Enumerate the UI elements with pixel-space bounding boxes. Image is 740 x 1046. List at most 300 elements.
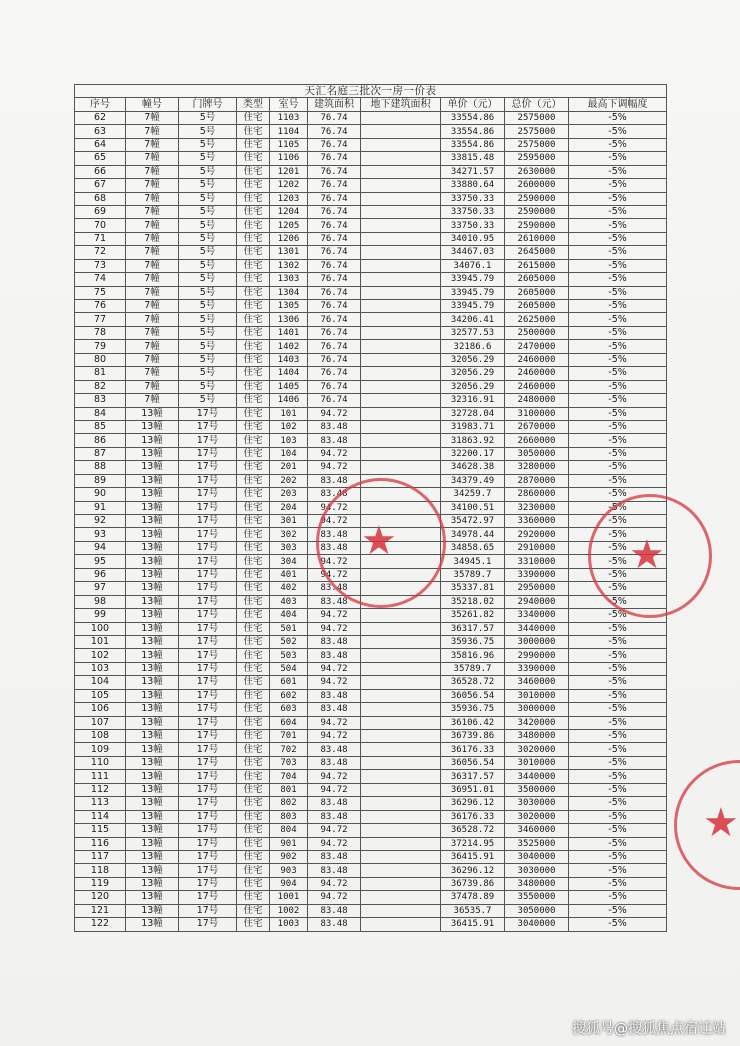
table-cell: 102 (270, 420, 308, 433)
table-cell: 76.74 (308, 394, 361, 407)
table-row (75, 622, 667, 635)
table-cell: 住宅 (237, 205, 270, 218)
table-cell: 36056.54 (441, 756, 505, 769)
table-cell: 32728.04 (441, 407, 505, 420)
table-cell: 701 (270, 730, 308, 743)
table-cell: 1301 (270, 246, 308, 259)
table-cell: 13幢 (126, 622, 179, 635)
table-cell (361, 420, 441, 433)
table-cell: 住宅 (237, 501, 270, 514)
table-cell: 17号 (179, 810, 237, 823)
table-cell: 76.74 (308, 179, 361, 192)
table-cell: 32186.6 (441, 340, 505, 353)
table-cell: 住宅 (237, 286, 270, 299)
table-cell: 住宅 (237, 770, 270, 783)
table-cell: 5号 (179, 152, 237, 165)
table-cell: 住宅 (237, 635, 270, 648)
table-cell: -5% (569, 824, 667, 837)
table-row (75, 367, 667, 380)
table-cell: 13幢 (126, 501, 179, 514)
table-cell: 33750.33 (441, 192, 505, 205)
table-cell: 2575000 (505, 111, 569, 124)
table-cell: 80 (75, 353, 126, 366)
table-cell: 住宅 (237, 555, 270, 568)
table-cell: 97 (75, 582, 126, 595)
company-seal-bottom-right (674, 760, 740, 890)
table-cell: 76.74 (308, 273, 361, 286)
table-cell: 住宅 (237, 837, 270, 850)
table-cell: -5% (569, 488, 667, 501)
table-cell: 3030000 (505, 864, 569, 877)
table-cell: 3500000 (505, 783, 569, 796)
table-cell: 17号 (179, 447, 237, 460)
table-cell: 13幢 (126, 716, 179, 729)
table-cell: 住宅 (237, 662, 270, 675)
table-cell: 7幢 (126, 394, 179, 407)
table-cell (361, 447, 441, 460)
table-cell: -5% (569, 179, 667, 192)
table-cell: -5% (569, 367, 667, 380)
table-cell: 92 (75, 515, 126, 528)
table-cell: 76.74 (308, 326, 361, 339)
table-cell: 35472.97 (441, 515, 505, 528)
table-cell: 94.72 (308, 730, 361, 743)
table-cell: 90 (75, 488, 126, 501)
table-cell (361, 824, 441, 837)
table-row (75, 461, 667, 474)
table-row (75, 891, 667, 904)
table-cell: 101 (75, 635, 126, 648)
table-cell: 604 (270, 716, 308, 729)
table-cell: 94.72 (308, 783, 361, 796)
table-cell: 13幢 (126, 810, 179, 823)
table-cell (361, 797, 441, 810)
table-cell: 5号 (179, 192, 237, 205)
table-cell: 1003 (270, 918, 308, 931)
table-cell: -5% (569, 273, 667, 286)
table-cell: -5% (569, 756, 667, 769)
table-cell: 17号 (179, 864, 237, 877)
table-cell (361, 649, 441, 662)
table-cell: 住宅 (237, 367, 270, 380)
table-cell: 13幢 (126, 689, 179, 702)
table-cell: 17号 (179, 770, 237, 783)
table-cell: 7幢 (126, 179, 179, 192)
table-cell: 3460000 (505, 676, 569, 689)
table-cell: 17号 (179, 649, 237, 662)
table-cell (361, 138, 441, 151)
table-cell: 住宅 (237, 474, 270, 487)
table-cell: 1402 (270, 340, 308, 353)
table-cell: 2460000 (505, 380, 569, 393)
table-cell: 37478.89 (441, 891, 505, 904)
table-cell: 住宅 (237, 810, 270, 823)
table-row (75, 326, 667, 339)
table-cell: 住宅 (237, 340, 270, 353)
table-cell: 104 (75, 676, 126, 689)
table-cell (361, 367, 441, 380)
table-cell: -5% (569, 407, 667, 420)
table-cell: 83.48 (308, 649, 361, 662)
table-cell: 1404 (270, 367, 308, 380)
table-cell: -5% (569, 568, 667, 581)
table-cell: 83.48 (308, 743, 361, 756)
table-cell: 17号 (179, 434, 237, 447)
table-cell: 704 (270, 770, 308, 783)
table-cell: 74 (75, 273, 126, 286)
table-cell: 36296.12 (441, 797, 505, 810)
table-cell: 3100000 (505, 407, 569, 420)
table-cell: 94.72 (308, 407, 361, 420)
table-cell: 17号 (179, 528, 237, 541)
table-cell: 3020000 (505, 810, 569, 823)
table-row (75, 447, 667, 460)
table-cell: 36176.33 (441, 810, 505, 823)
table-cell: 3340000 (505, 609, 569, 622)
table-cell: 901 (270, 837, 308, 850)
table-cell: 98 (75, 595, 126, 608)
table-cell: 703 (270, 756, 308, 769)
table-cell: 住宅 (237, 246, 270, 259)
table-cell: 1202 (270, 179, 308, 192)
table-cell: 83.48 (308, 756, 361, 769)
table-cell: 101 (270, 407, 308, 420)
table-cell: 35816.96 (441, 649, 505, 662)
table-cell: 17号 (179, 635, 237, 648)
table-cell: 住宅 (237, 528, 270, 541)
table-row (75, 595, 667, 608)
table-cell: 109 (75, 743, 126, 756)
table-row (75, 743, 667, 756)
table-cell: 1303 (270, 273, 308, 286)
table-cell: 13幢 (126, 918, 179, 931)
table-cell: 803 (270, 810, 308, 823)
table-cell: 702 (270, 743, 308, 756)
seal-star-icon: ★ (703, 800, 739, 846)
seal-star-icon: ★ (361, 518, 397, 564)
table-cell: 119 (75, 877, 126, 890)
table-cell: -5% (569, 877, 667, 890)
table-row (75, 770, 667, 783)
table-cell: 73 (75, 259, 126, 272)
table-cell: 17号 (179, 891, 237, 904)
table-cell: 2500000 (505, 326, 569, 339)
table-cell (361, 595, 441, 608)
table-cell: 83.48 (308, 703, 361, 716)
table-row (75, 232, 667, 245)
table-row (75, 877, 667, 890)
table-cell: 36528.72 (441, 676, 505, 689)
table-cell: 住宅 (237, 649, 270, 662)
table-title: 天汇名庭三批次一房一价表 (75, 85, 667, 98)
table-cell (361, 259, 441, 272)
table-cell: 67 (75, 179, 126, 192)
table-cell: 33945.79 (441, 286, 505, 299)
table-cell: 2950000 (505, 582, 569, 595)
table-cell: 17号 (179, 595, 237, 608)
table-cell: 904 (270, 877, 308, 890)
table-cell: 住宅 (237, 689, 270, 702)
table-cell: 402 (270, 582, 308, 595)
table-cell: 110 (75, 756, 126, 769)
table-cell: 13幢 (126, 541, 179, 554)
table-cell: 13幢 (126, 528, 179, 541)
table-cell: 96 (75, 568, 126, 581)
table-cell: 76.74 (308, 286, 361, 299)
table-cell: -5% (569, 300, 667, 313)
column-header: 单价（元） (441, 98, 505, 111)
table-cell (361, 380, 441, 393)
table-cell: 17号 (179, 474, 237, 487)
table-cell (361, 837, 441, 850)
table-cell: 7幢 (126, 286, 179, 299)
table-cell: 94.72 (308, 568, 361, 581)
table-cell: -5% (569, 904, 667, 917)
table-cell: 住宅 (237, 824, 270, 837)
table-row (75, 488, 667, 501)
table-cell: 7幢 (126, 125, 179, 138)
table-cell: 107 (75, 716, 126, 729)
table-cell: 33815.48 (441, 152, 505, 165)
table-cell: -5% (569, 246, 667, 259)
table-cell: 802 (270, 797, 308, 810)
table-cell: 37214.95 (441, 837, 505, 850)
table-cell: 5号 (179, 111, 237, 124)
table-cell: 17号 (179, 783, 237, 796)
table-cell: 1302 (270, 259, 308, 272)
table-cell: -5% (569, 340, 667, 353)
table-cell: 2610000 (505, 232, 569, 245)
table-cell (361, 635, 441, 648)
table-cell: 5号 (179, 340, 237, 353)
table-cell: 35936.75 (441, 635, 505, 648)
table-cell: 2480000 (505, 394, 569, 407)
table-cell: 17号 (179, 837, 237, 850)
table-cell: 13幢 (126, 743, 179, 756)
table-cell: 3460000 (505, 824, 569, 837)
table-cell (361, 918, 441, 931)
table-row (75, 797, 667, 810)
table-cell: 404 (270, 609, 308, 622)
table-cell: 7幢 (126, 138, 179, 151)
table-row (75, 165, 667, 178)
table-cell (361, 461, 441, 474)
table-cell: 35936.75 (441, 703, 505, 716)
table-cell: 住宅 (237, 380, 270, 393)
table-cell (361, 179, 441, 192)
table-cell: 34100.51 (441, 501, 505, 514)
column-header: 最高下调幅度 (569, 98, 667, 111)
table-cell: 13幢 (126, 649, 179, 662)
table-cell: 住宅 (237, 756, 270, 769)
table-cell: 13幢 (126, 891, 179, 904)
table-cell: 33750.33 (441, 219, 505, 232)
table-cell: 501 (270, 622, 308, 635)
table-row (75, 810, 667, 823)
table-cell: 17号 (179, 730, 237, 743)
table-row (75, 837, 667, 850)
table-cell: 34628.38 (441, 461, 505, 474)
table-cell: 5号 (179, 219, 237, 232)
table-cell: 120 (75, 891, 126, 904)
table-cell: 99 (75, 609, 126, 622)
table-row (75, 568, 667, 581)
table-row (75, 125, 667, 138)
column-header: 类型 (237, 98, 270, 111)
table-cell (361, 300, 441, 313)
table-cell: 17号 (179, 555, 237, 568)
table-cell: 5号 (179, 273, 237, 286)
table-cell: 2460000 (505, 367, 569, 380)
table-cell: 34010.95 (441, 232, 505, 245)
table-row (75, 259, 667, 272)
table-cell: 94.72 (308, 447, 361, 460)
table-cell: 302 (270, 528, 308, 541)
table-cell: 3390000 (505, 662, 569, 675)
table-cell: 36739.86 (441, 730, 505, 743)
table-cell: 121 (75, 904, 126, 917)
table-cell: 1204 (270, 205, 308, 218)
table-row (75, 541, 667, 554)
table-cell: 100 (75, 622, 126, 635)
table-cell: 13幢 (126, 474, 179, 487)
table-cell: 95 (75, 555, 126, 568)
column-header: 室号 (270, 98, 308, 111)
table-cell: 94.72 (308, 837, 361, 850)
table-cell (361, 286, 441, 299)
table-cell: 36106.42 (441, 716, 505, 729)
table-cell: 1203 (270, 192, 308, 205)
table-cell (361, 756, 441, 769)
table-cell (361, 515, 441, 528)
table-cell: 7幢 (126, 313, 179, 326)
table-cell: 住宅 (237, 515, 270, 528)
table-cell (361, 716, 441, 729)
table-cell: 住宅 (237, 609, 270, 622)
table-cell: 住宅 (237, 407, 270, 420)
table-row (75, 420, 667, 433)
table-cell: 7幢 (126, 273, 179, 286)
table-cell: 94.72 (308, 555, 361, 568)
table-cell: 13幢 (126, 515, 179, 528)
table-cell: 7幢 (126, 152, 179, 165)
table-cell: 5号 (179, 232, 237, 245)
table-cell: 3000000 (505, 635, 569, 648)
table-cell: 83.48 (308, 528, 361, 541)
table-row (75, 528, 667, 541)
table-cell (361, 165, 441, 178)
table-cell: 17号 (179, 703, 237, 716)
table-cell: 13幢 (126, 864, 179, 877)
table-cell: 2625000 (505, 313, 569, 326)
table-cell: 17号 (179, 541, 237, 554)
table-cell: 住宅 (237, 313, 270, 326)
table-cell: 76.74 (308, 367, 361, 380)
table-cell: 32056.29 (441, 380, 505, 393)
table-cell: 13幢 (126, 568, 179, 581)
table-cell: 2615000 (505, 259, 569, 272)
table-cell: 13幢 (126, 635, 179, 648)
table-cell: -5% (569, 219, 667, 232)
table-cell: 1406 (270, 394, 308, 407)
table-cell: 13幢 (126, 595, 179, 608)
table-cell: 住宅 (237, 273, 270, 286)
table-cell: 102 (75, 649, 126, 662)
table-cell: 34379.49 (441, 474, 505, 487)
table-cell: 83.48 (308, 810, 361, 823)
table-cell: 17号 (179, 850, 237, 863)
table-cell: 17号 (179, 582, 237, 595)
table-cell: 79 (75, 340, 126, 353)
table-cell: -5% (569, 501, 667, 514)
table-cell: -5% (569, 380, 667, 393)
table-cell: 76.74 (308, 340, 361, 353)
table-cell: 32200.17 (441, 447, 505, 460)
table-cell: -5% (569, 313, 667, 326)
table-cell: 住宅 (237, 179, 270, 192)
table-cell: 94.72 (308, 662, 361, 675)
table-row (75, 246, 667, 259)
table-cell (361, 205, 441, 218)
table-cell: 7幢 (126, 219, 179, 232)
table-cell: 76.74 (308, 380, 361, 393)
table-cell: -5% (569, 891, 667, 904)
table-cell: 住宅 (237, 111, 270, 124)
table-cell: 35337.81 (441, 582, 505, 595)
table-cell: 5号 (179, 300, 237, 313)
table-cell: 住宅 (237, 125, 270, 138)
table-cell: 34076.1 (441, 259, 505, 272)
table-cell (361, 891, 441, 904)
table-row (75, 555, 667, 568)
source-watermark: 搜狐号@搜狐焦点宿迁站 (572, 1021, 726, 1037)
table-cell: 3000000 (505, 703, 569, 716)
table-cell: 106 (75, 703, 126, 716)
table-cell (361, 662, 441, 675)
table-cell (361, 125, 441, 138)
table-cell: 17号 (179, 568, 237, 581)
table-cell: 5号 (179, 286, 237, 299)
table-cell: 5号 (179, 353, 237, 366)
table-cell: 5号 (179, 179, 237, 192)
table-cell: 114 (75, 810, 126, 823)
table-cell: 3420000 (505, 716, 569, 729)
table-cell: 83.48 (308, 434, 361, 447)
table-cell: 34858.65 (441, 541, 505, 554)
table-cell: 住宅 (237, 488, 270, 501)
table-cell: 住宅 (237, 259, 270, 272)
table-cell: 3050000 (505, 904, 569, 917)
table-cell (361, 353, 441, 366)
table-cell: 104 (270, 447, 308, 460)
table-cell: 76.74 (308, 232, 361, 245)
table-cell: 7幢 (126, 111, 179, 124)
table-cell: 2470000 (505, 340, 569, 353)
table-cell: -5% (569, 918, 667, 931)
table-cell (361, 541, 441, 554)
table-cell: 住宅 (237, 676, 270, 689)
table-cell: 33880.64 (441, 179, 505, 192)
table-cell: 83.48 (308, 474, 361, 487)
table-cell: 5号 (179, 367, 237, 380)
table-cell: -5% (569, 622, 667, 635)
table-cell: 804 (270, 824, 308, 837)
table-cell: 83.48 (308, 635, 361, 648)
table-cell: 76.74 (308, 138, 361, 151)
table-cell: -5% (569, 515, 667, 528)
table-cell: 2460000 (505, 353, 569, 366)
table-cell: -5% (569, 850, 667, 863)
